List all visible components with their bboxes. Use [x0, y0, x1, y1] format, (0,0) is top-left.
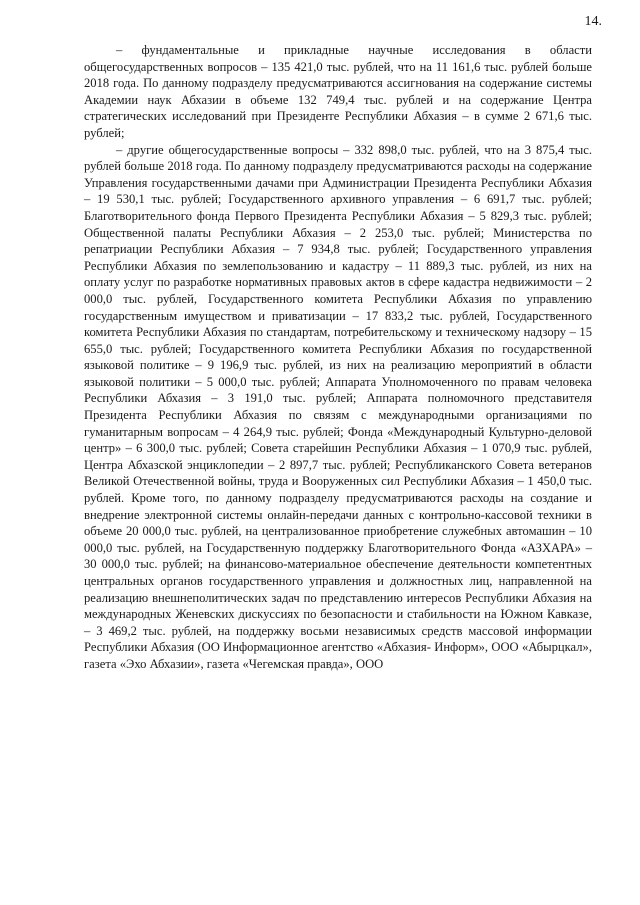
page-number: 14. — [584, 14, 602, 29]
paragraph-other-state-issues: – другие общегосударственные вопросы – 332 898,0 тыс. рублей, что на 3 875,4 тыс. рублей больше 2018 года. По данному подразделу предусматриваются расходы на содержание Управления государственными дачами при Администрации Президента Республики Абхазия – 19 530,1 тыс. рублей; Государственного архивного управления – 6 691,7 тыс. рублей; Благотворительного фонда Первого Президента Республики Абхазия – 5 829,3 тыс. рублей; Общественной палаты Республики Абхазия – 2 253,0 тыс. рублей; Министерства по репатриации Республики Абхазия – 7 934,8 тыс. рублей; Государственного управления Республики Абхазия по землепользованию и кадастру – 11 889,3 тыс. рублей, из них на оплату услуг по разработке нормативных правовых актов в сфере кадастра недвижимости – 2 000,0 тыс. рублей, Государственного комитета Республики Абхазия по управлению государственным имуществом и приватизации – 17 833,2 тыс. рублей, Государственного комитета Республики Абхазия по стандартам, потребительскому и техническому надзору – 15 655,0 тыс. рублей; Государственного комитета Республики Абхазия по государственной языковой политике – 9 196,9 тыс. рублей, из них на реализацию мероприятий в области языковой политики – 5 000,0 тыс. рублей; Аппарата Уполномоченного по правам человека Республики Абхазия – 3 191,0 тыс. рублей; Аппарата полномочного представителя Президента Республики Абхазия по связям с международными организациями по гуманитарным вопросам – 4 264,9 тыс. рублей; Фонда «Международный Культурно-деловой центр» – 6 300,0 тыс. рублей; Совета старейшин Республики Абхазия – 1 070,9 тыс. рублей, Центра Абхазской энциклопедии – 2 897,7 тыс. рублей; Республиканского Совета ветеранов Великой Отечественной войны, труда и Вооруженных сил Республики Абхазия – 1 450,0 тыс. рублей. Кроме того, по данному подразделу предусматриваются расходы на создание и внедрение электронной системы онлайн-передачи данных с контрольно-кассовой техники в объеме 20 000,0 тыс. рублей, на централизованное приобретение служебных автомашин – 10 000,0 тыс. рублей, на Государственную поддержку Благотворительного Фонда «АЗХАРА» – 30 000,0 тыс. рублей; на финансово-материальное обеспечение деятельности компетентных центральных органов государственного управления и должностных лиц, направленной на реализацию внешнеполитических задач по представлению интересов Республики Абхазия на международных Женевских дискуссиях по безопасности и стабильности на Южном Кавказе, – 3 469,2 тыс. рублей, на поддержку восьми независимых средств массовой информации Республики Абхазия (ОО Информационное агентство «Абхазия- Информ», ООО «Абырцкал», газета «Эхо Абхазии», газета «Чегемская правда», ООО — [84, 142, 592, 671]
paragraph-research: – фундаментальные и прикладные научные исследования в области общегосударственных вопросов – 135 421,0 тыс. рублей, что на 11 161,6 тыс. рублей больше 2018 года. По данному подразделу предусматриваются ассигнования на содержание системы Академии наук Абхазии в объеме 132 749,4 тыс. рублей и на содержание Центра стратегических исследований при Президенте Республики Абхазия – в сумме 2 671,6 тыс. рублей; — [84, 43, 592, 140]
document-body — [84, 42, 592, 673]
